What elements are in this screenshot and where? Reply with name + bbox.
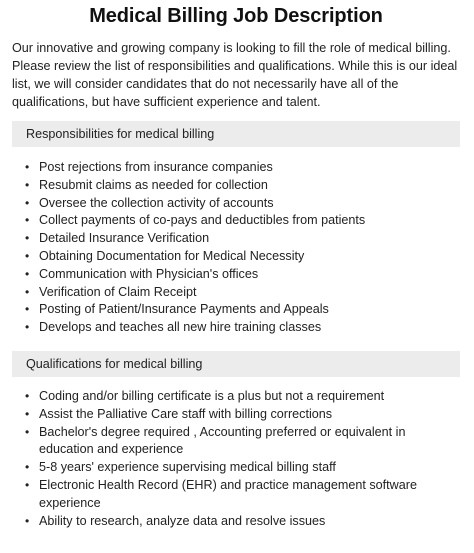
qualifications-item-text: Assist the Palliative Care staff with billing corrections: [39, 406, 333, 421]
qualifications-item-text: Electronic Health Record (EHR) and practice management software experience: [39, 477, 417, 510]
bullet-icon: •: [25, 406, 30, 421]
bullet-icon: •: [25, 248, 30, 263]
responsibilities-item-text: Oversee the collection activity of accounts: [39, 195, 274, 210]
qualifications-list-item: [25, 459, 460, 477]
bullet-icon: •: [25, 213, 30, 228]
bullet-icon: •: [25, 284, 30, 299]
bullet-icon: •: [25, 460, 30, 475]
bullet-icon: •: [25, 231, 30, 246]
bullet-icon: •: [25, 266, 30, 281]
qualifications-list-item: [25, 406, 460, 424]
responsibilities-item-text: Communication with Physician's offices: [39, 266, 259, 281]
qualifications-section-header: Qualifications for medical billing: [12, 351, 460, 377]
responsibilities-item-text: Verification of Claim Receipt: [39, 284, 197, 299]
qualifications-list-item: [25, 388, 460, 406]
bullet-icon: •: [25, 424, 30, 439]
responsibilities-item-text: Obtaining Documentation for Medical Necessity: [39, 248, 305, 263]
bullet-icon: •: [25, 302, 30, 317]
qualifications-list: [12, 388, 460, 530]
qualifications-item-text: Ability to research, analyze data and resolve issues: [39, 513, 326, 528]
bullet-icon: •: [25, 477, 30, 492]
qualifications-item-text: 5-8 years' experience supervising medical billing staff: [39, 460, 336, 475]
qualifications-list-item: [25, 477, 460, 513]
responsibilities-list-item: [25, 248, 460, 266]
qualifications-item-text: Bachelor's degree required , Accounting preferred or equivalent in education and experience: [39, 424, 406, 457]
qualifications-item-text: Coding and/or billing certificate is a plus but not a requirement: [39, 388, 385, 403]
responsibilities-item-text: Posting of Patient/Insurance Payments and Appeals: [39, 302, 329, 317]
bullet-icon: •: [25, 320, 30, 335]
bullet-icon: •: [25, 513, 30, 528]
intro-paragraph: Our innovative and growing company is looking to fill the role of medical billing. Please review the list of responsibilities and qualifications. While this is our ideal list, we will consider candidates that do not necessarily have all of the qualifications, but have sufficient experience and talent.: [12, 41, 458, 109]
responsibilities-list-item: [25, 230, 460, 248]
responsibilities-item-text: Post rejections from insurance companies: [39, 160, 273, 174]
responsibilities-list-item: [25, 284, 460, 302]
page-title: Medical Billing Job Description: [89, 5, 383, 27]
responsibilities-item-text: Detailed Insurance Verification: [39, 231, 210, 246]
responsibilities-list-item: [25, 266, 460, 284]
responsibilities-list: [12, 159, 460, 337]
responsibilities-item-text: Collect payments of co-pays and deductibles from patients: [39, 213, 366, 228]
qualifications-list-item: [25, 424, 460, 460]
responsibilities-item-text: Develops and teaches all new hire training classes: [39, 320, 322, 335]
responsibilities-list-item: [25, 159, 460, 177]
responsibilities-item-text: Resubmit claims as needed for collection: [39, 177, 268, 192]
responsibilities-section-header: Responsibilities for medical billing: [12, 121, 460, 147]
bullet-icon: •: [25, 388, 30, 403]
responsibilities-list-item: [25, 212, 460, 230]
responsibilities-list-item: [25, 177, 460, 195]
bullet-icon: •: [25, 177, 30, 192]
responsibilities-list-item: [25, 301, 460, 319]
qualifications-list-item: [25, 513, 460, 531]
responsibilities-list-item: [25, 195, 460, 213]
bullet-icon: •: [25, 160, 30, 174]
responsibilities-list-item: [25, 319, 460, 337]
bullet-icon: •: [25, 195, 30, 210]
